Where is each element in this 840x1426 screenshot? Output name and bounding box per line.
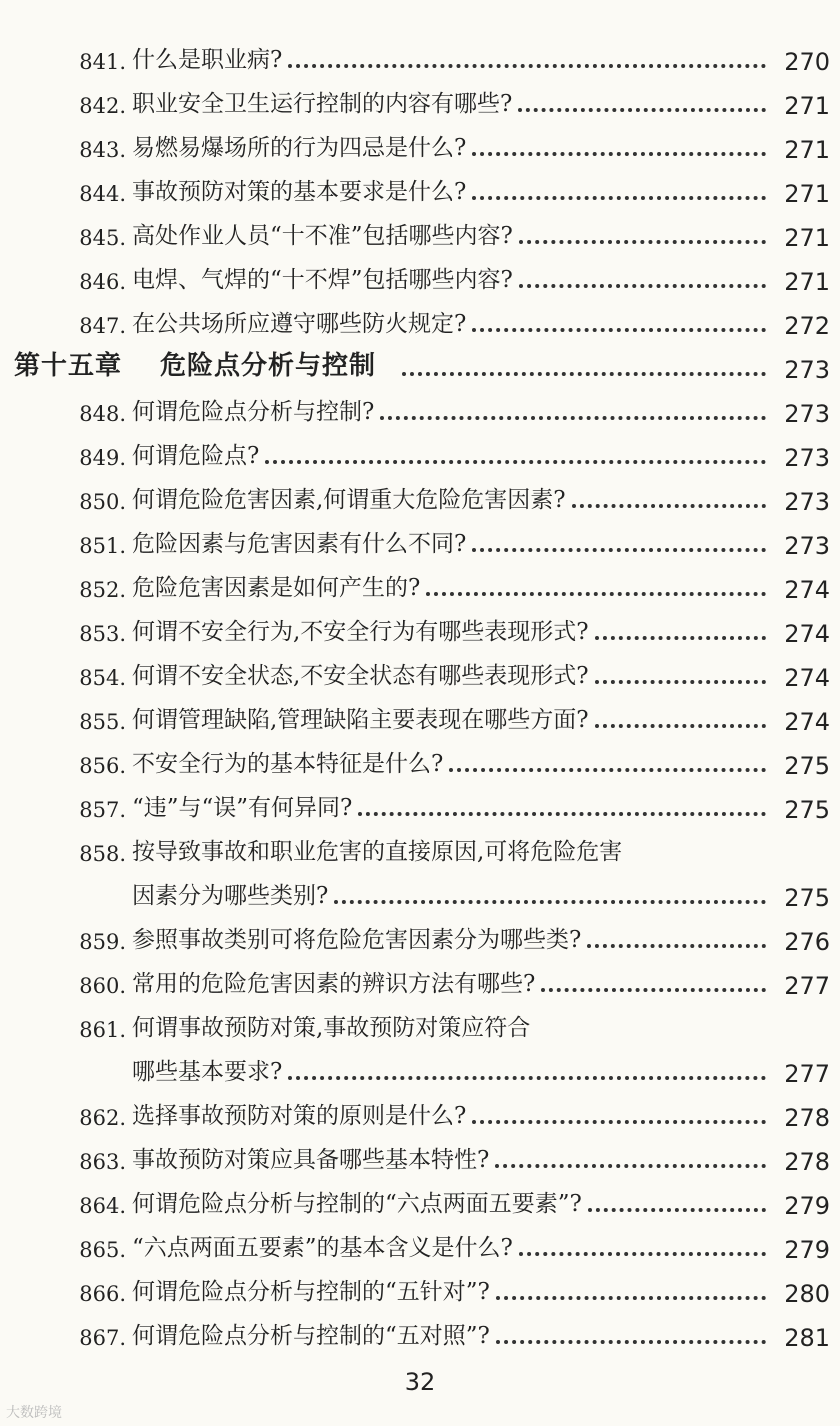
toc-entry	[0, 1002, 840, 1046]
chapter-heading	[0, 342, 840, 386]
entry-question: 事故预防对策应具备哪些基本特性?	[132, 1147, 490, 1173]
dot-leader	[496, 1340, 766, 1344]
dot-leader	[519, 1252, 766, 1256]
entry-page: 273	[784, 488, 830, 516]
entry-page: 278	[784, 1104, 830, 1132]
entry-number: 852.	[79, 578, 126, 602]
entry-page: 276	[784, 928, 830, 956]
entry-number: 845.	[79, 226, 126, 250]
toc-entry	[0, 958, 840, 1002]
entry-page: 274	[784, 664, 830, 692]
dot-leader	[595, 636, 766, 640]
entry-page: 273	[784, 400, 830, 428]
entry-number: 843.	[79, 138, 126, 162]
entry-question: 何谓危险点分析与控制的“六点两面五要素”?	[132, 1191, 582, 1217]
entry-page: 275	[784, 796, 830, 824]
entry-number: 848.	[79, 402, 126, 426]
entry-question: 高处作业人员“十不准”包括哪些内容?	[132, 223, 513, 249]
chapter-page: 273	[784, 356, 830, 384]
entry-page: 274	[784, 620, 830, 648]
toc-entry	[0, 826, 840, 870]
entry-page: 273	[784, 444, 830, 472]
dot-leader	[496, 1296, 766, 1300]
dot-leader	[519, 284, 766, 288]
entry-question: 易燃易爆场所的行为四忌是什么?	[132, 135, 467, 161]
dot-leader	[572, 504, 766, 508]
entry-question: 什么是职业病?	[132, 47, 283, 73]
toc-entry	[0, 606, 840, 650]
toc-entry	[0, 430, 840, 474]
entry-question: 参照事故类别可将危险危害因素分为哪些类?	[132, 927, 582, 953]
entry-question: 危险因素与危害因素有什么不同?	[132, 531, 467, 557]
dot-leader	[595, 724, 766, 728]
toc-entry	[0, 1222, 840, 1266]
entry-page: 270	[784, 48, 830, 76]
entry-page: 272	[784, 312, 830, 340]
toc-entry	[0, 518, 840, 562]
entry-number: 867.	[79, 1326, 126, 1350]
toc-entry	[0, 298, 840, 342]
toc-entry	[0, 782, 840, 826]
entry-page: 275	[784, 752, 830, 780]
entry-number: 860.	[79, 974, 126, 998]
entry-question: 危险危害因素是如何产生的?	[132, 575, 421, 601]
entry-number: 847.	[79, 314, 126, 338]
entry-page: 271	[784, 224, 830, 252]
entry-question: 何谓不安全状态,不安全状态有哪些表现形式?	[132, 663, 589, 689]
entry-page: 281	[784, 1324, 830, 1352]
dot-leader	[472, 548, 766, 552]
toc-entry	[0, 562, 840, 606]
entry-number: 863.	[79, 1150, 126, 1174]
entry-page: 280	[784, 1280, 830, 1308]
dot-leader	[358, 812, 766, 816]
entry-number: 866.	[79, 1282, 126, 1306]
toc-entry	[0, 914, 840, 958]
toc-entry	[0, 474, 840, 518]
dot-leader	[588, 1208, 766, 1212]
toc-entry	[0, 738, 840, 782]
dot-leader	[449, 768, 766, 772]
entry-number: 841.	[79, 50, 126, 74]
entry-number: 861.	[79, 1018, 126, 1042]
toc-entry-continuation	[0, 1046, 840, 1090]
toc-entry	[0, 386, 840, 430]
page-number: 32	[404, 1368, 436, 1396]
entry-number: 856.	[79, 754, 126, 778]
entry-question: 不安全行为的基本特征是什么?	[132, 751, 444, 777]
toc-entry	[0, 78, 840, 122]
entry-page: 271	[784, 136, 830, 164]
toc-entry	[0, 694, 840, 738]
toc-entry	[0, 166, 840, 210]
entry-question: 常用的危险危害因素的辨识方法有哪些?	[132, 971, 536, 997]
entry-number: 864.	[79, 1194, 126, 1218]
chapter-title-block	[0, 345, 376, 386]
toc-entry	[0, 122, 840, 166]
dot-leader	[595, 680, 766, 684]
entry-number: 849.	[79, 446, 126, 470]
entry-question: 事故预防对策的基本要求是什么?	[132, 179, 467, 205]
dot-leader	[472, 196, 766, 200]
entry-question: 何谓危险危害因素,何谓重大危险危害因素?	[132, 487, 566, 513]
entry-page: 277	[784, 1060, 830, 1088]
entry-page: 274	[784, 708, 830, 736]
entry-question: 电焊、气焊的“十不焊”包括哪些内容?	[132, 267, 513, 293]
entry-number: 855.	[79, 710, 126, 734]
entry-number: 857.	[79, 798, 126, 822]
entry-number: 862.	[79, 1106, 126, 1130]
chapter-title: 危险点分析与控制	[160, 351, 377, 381]
dot-leader	[472, 1120, 766, 1124]
entry-question: 何谓不安全行为,不安全行为有哪些表现形式?	[132, 619, 589, 645]
entry-page: 278	[784, 1148, 830, 1176]
entry-question: 职业安全卫生运行控制的内容有哪些?	[132, 91, 513, 117]
dot-leader	[402, 372, 766, 376]
dot-leader	[472, 152, 766, 156]
dot-leader	[288, 64, 766, 68]
entry-number: 854.	[79, 666, 126, 690]
chapter-label: 第十五章	[14, 351, 123, 381]
entry-question: 选择事故预防对策的原则是什么?	[132, 1103, 467, 1129]
toc-entry	[0, 1310, 840, 1354]
entry-question: 按导致事故和职业危害的直接原因,可将危险危害	[132, 839, 623, 865]
entry-number: 851.	[79, 534, 126, 558]
entry-number: 842.	[79, 94, 126, 118]
entry-page: 273	[784, 532, 830, 560]
watermark: 大数跨境	[6, 1405, 62, 1421]
entry-page: 274	[784, 576, 830, 604]
toc-entry	[0, 210, 840, 254]
entry-number: 858.	[79, 842, 126, 866]
entry-number: 850.	[79, 490, 126, 514]
dot-leader	[541, 988, 766, 992]
entry-number: 859.	[79, 930, 126, 954]
dot-leader	[288, 1076, 766, 1080]
entry-number: 844.	[79, 182, 126, 206]
entry-page: 271	[784, 92, 830, 120]
entry-number: 846.	[79, 270, 126, 294]
dot-leader	[518, 108, 766, 112]
entry-question: 何谓管理缺陷,管理缺陷主要表现在哪些方面?	[132, 707, 589, 733]
dot-leader	[334, 900, 766, 904]
toc-entry-continuation	[0, 870, 840, 914]
entry-page: 271	[784, 268, 830, 296]
dot-leader	[472, 328, 766, 332]
toc-entry	[0, 1178, 840, 1222]
toc-entry	[0, 650, 840, 694]
toc-entry	[0, 1134, 840, 1178]
entry-question: “六点两面五要素”的基本含义是什么?	[132, 1235, 513, 1261]
entry-question-continued: 哪些基本要求?	[132, 1059, 283, 1085]
toc-entry	[0, 1090, 840, 1134]
entry-question: 何谓危险点分析与控制?	[132, 399, 375, 425]
entry-question: 何谓危险点?	[132, 443, 260, 469]
toc-entry	[0, 34, 840, 78]
dot-leader	[265, 460, 766, 464]
dot-leader	[426, 592, 766, 596]
entry-question: 何谓危险点分析与控制的“五针对”?	[132, 1279, 490, 1305]
entry-question-continued: 因素分为哪些类别?	[132, 883, 329, 909]
dot-leader	[380, 416, 766, 420]
entry-page: 279	[784, 1192, 830, 1220]
entry-page: 271	[784, 180, 830, 208]
entry-question: 在公共场所应遵守哪些防火规定?	[132, 311, 467, 337]
dot-leader	[587, 944, 766, 948]
entry-page: 277	[784, 972, 830, 1000]
entry-page: 275	[784, 884, 830, 912]
entry-question: “违”与“误”有何异同?	[132, 795, 353, 821]
entry-number: 865.	[79, 1238, 126, 1262]
toc-entry	[0, 254, 840, 298]
toc-entry	[0, 1266, 840, 1310]
entry-question: 何谓事故预防对策,事故预防对策应符合	[132, 1015, 531, 1041]
entry-question: 何谓危险点分析与控制的“五对照”?	[132, 1323, 490, 1349]
dot-leader	[495, 1164, 766, 1168]
entry-page: 279	[784, 1236, 830, 1264]
dot-leader	[519, 240, 766, 244]
entry-number: 853.	[79, 622, 126, 646]
